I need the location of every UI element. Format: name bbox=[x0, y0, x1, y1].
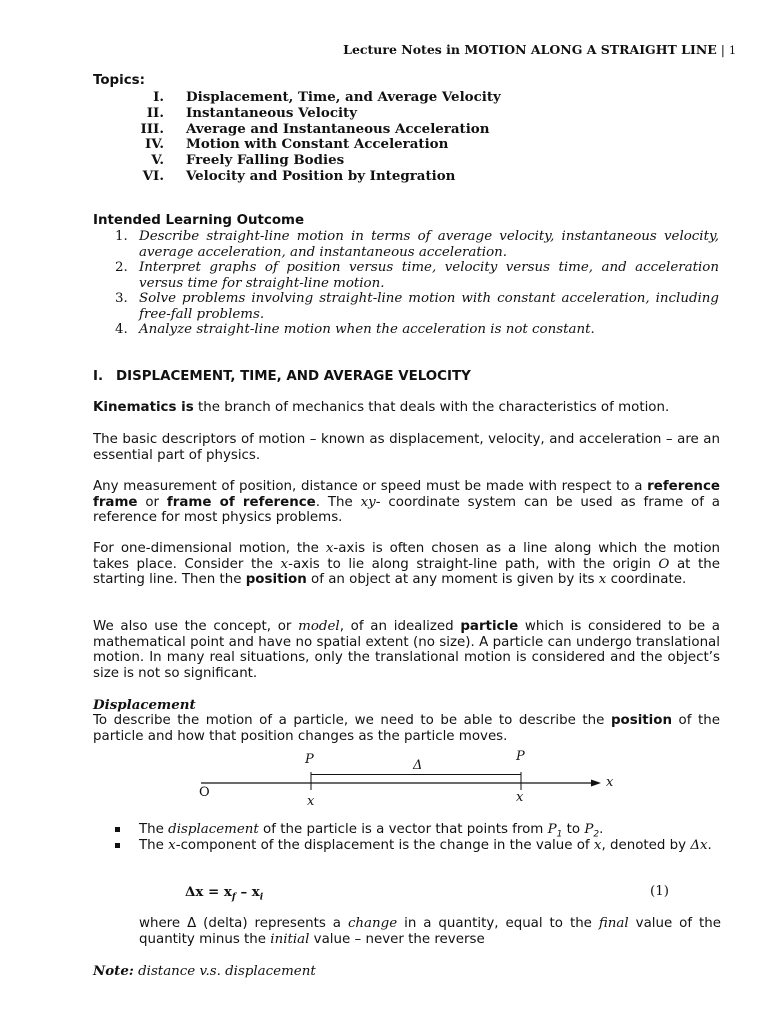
one-dimensional-paragraph: For one-dimensional motion, the x-axis is often chosen as a line along which the motion takes place. Consider the x-axis to lie along straight-line path, with the origin O at the starting line. Then the position of an object at any moment is given by its x coordinate. bbox=[93, 541, 721, 588]
page-header bbox=[343, 42, 736, 57]
p1-label: P bbox=[305, 752, 314, 767]
topic-item: Displacement, Time, and Average Velocity bbox=[186, 89, 501, 105]
delta-explanation: where Δ (delta) represents a change in a quantity, equal to the final value of the quantity minus the initial value – never the reverse bbox=[139, 916, 722, 947]
note-line: Note: distance v.s. displacement bbox=[93, 963, 316, 979]
axis-diagram-svg bbox=[195, 760, 615, 800]
topics-heading: Topics: bbox=[93, 73, 145, 88]
kinematics-paragraph: Kinematics is the branch of mechanics that deals with the characteristics of motion. bbox=[93, 400, 670, 415]
delta-label: Δ bbox=[413, 758, 423, 773]
topic-item: Instantaneous Velocity bbox=[186, 105, 358, 121]
x2-label: x bbox=[516, 790, 524, 805]
x-axis-label: x bbox=[606, 775, 614, 790]
particle-paragraph: We also use the concept, or model, of an idealized particle which is considered to be a mathematical point and have no spatial extent (no size). A particle can undergo translational motion. In many real situations, only the translational motion is considered and the object’s size is not so significant. bbox=[93, 619, 721, 681]
topic-item: Velocity and Position by Integration bbox=[186, 168, 456, 184]
ilo-item: 2. Interpret graphs of position versus time, velocity versus time, and acceleration versus time for straight-line motion. bbox=[115, 260, 719, 291]
reference-frame-paragraph: Any measurement of position, distance or speed must be made with respect to a reference frame or frame of reference. The xy- coordinate system can be used as frame of a reference for most physics problems. bbox=[93, 479, 720, 526]
section-heading: I. DISPLACEMENT, TIME, AND AVERAGE VELOCITY bbox=[93, 369, 471, 384]
topic-item: Freely Falling Bodies bbox=[186, 152, 345, 168]
position-paragraph: To describe the motion of a particle, we need to be able to describe the position of the particle and how that position changes as the particle moves. bbox=[93, 713, 720, 744]
ilo-item: 4. Analyze straight-line motion when the acceleration is not constant. bbox=[115, 322, 595, 337]
bullet-marker bbox=[115, 827, 120, 832]
topic-item: Average and Instantaneous Acceleration bbox=[186, 121, 490, 137]
descriptors-paragraph: The basic descriptors of motion – known as displacement, velocity, and acceleration – are an essential part of physics. bbox=[93, 432, 720, 463]
ilo-item: 3. Solve problems involving straight-line motion with constant acceleration, including free-fall problems. bbox=[115, 291, 719, 322]
ilo-item: 1. Describe straight-line motion in terms of average velocity, instantaneous velocity, average acceleration, and instantaneous acceleration. bbox=[115, 229, 719, 260]
list-item: The x-component of the displacement is the change in the value of x, denoted by Δx. bbox=[115, 838, 720, 854]
list-item: The displacement of the particle is a vector that points from $P_1$ to $P_2$. bbox=[115, 822, 720, 843]
bullet-marker bbox=[115, 843, 120, 848]
origin-label: O bbox=[199, 785, 210, 800]
p2-label: P bbox=[516, 749, 525, 764]
page-number: 1 bbox=[729, 44, 736, 57]
header-title-prefix: Lecture Notes in bbox=[343, 42, 465, 57]
header-title-main: MOTION ALONG A STRAIGHT LINE bbox=[464, 42, 717, 57]
topic-item: Motion with Constant Acceleration bbox=[186, 136, 449, 152]
displacement-subheading: Displacement bbox=[93, 697, 196, 713]
displacement-equation: $\Delta x = x_f - x_i$ bbox=[185, 884, 264, 903]
x1-label: x bbox=[307, 794, 315, 809]
header-separator: | bbox=[720, 42, 725, 57]
ilo-heading: Intended Learning Outcome bbox=[93, 213, 305, 228]
axis-arrowhead bbox=[591, 780, 601, 787]
equation-number: (1) bbox=[650, 884, 669, 899]
